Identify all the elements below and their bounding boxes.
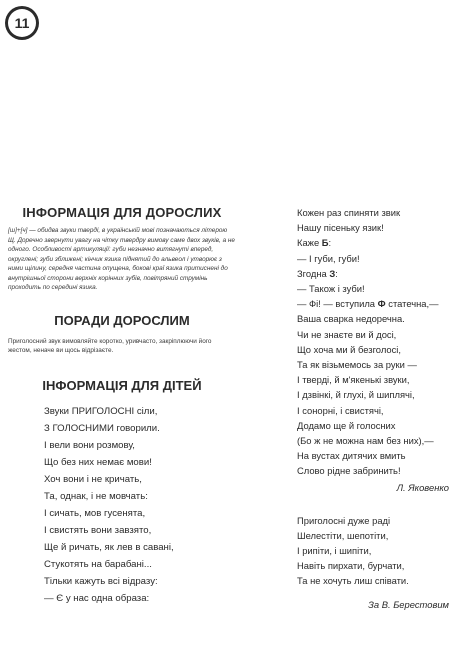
line-prefix: — Фі! — вступила (297, 298, 378, 310)
kids-poem (8, 403, 236, 607)
poem-line: З ГОЛОСНИМИ говорили. (44, 422, 160, 434)
letter-f: Ф (377, 298, 386, 310)
poem-line: Та, однак, і не мовчать: (44, 490, 148, 502)
line-suffix: : (328, 237, 332, 249)
poem-line: Шелестіти, шепотіти, (297, 529, 389, 541)
poem-author: Л. Яковенко (396, 481, 449, 493)
poem-line: І сичать, мов гусенята, (44, 507, 146, 519)
poem-line (297, 266, 449, 281)
poem-line: (Бо ж не можна нам без них),— (297, 435, 434, 447)
poem-author: За В. Берестовим (368, 598, 449, 610)
poem-line: Нашу пісеньку язик! (297, 222, 384, 234)
poem-line: І тверді, й м'якенькі звуки, (297, 374, 410, 386)
page-number-badge (5, 6, 39, 40)
poem-line: Тільки кажуть всі відразу: (44, 575, 158, 587)
poem-line: І дзвінкі, й глухі, й шиплячі, (297, 389, 415, 401)
letter-b: Б (321, 237, 329, 249)
poem-line: Чи не знаєте ви й досі, (297, 328, 397, 340)
poem-line: Звуки ПРИГОЛОСНІ сіли, (44, 405, 158, 417)
line-suffix: : (335, 267, 338, 279)
line-prefix: Згодна (297, 267, 330, 279)
poem-line (297, 296, 449, 311)
poem-line: Стукотять на барабані... (44, 558, 152, 570)
poem-line (297, 235, 449, 250)
poem-line: Ще й ричать, як лев в савані, (44, 541, 174, 553)
poem-line: — І губи, губи! (297, 252, 360, 264)
poem-line: Та як візьмемось за руки — (297, 359, 417, 371)
kids-info-heading: ІНФОРМАЦІЯ ДЛЯ ДІТЕЙ (42, 377, 202, 393)
poem-line: На вустах дитячих вмить (297, 450, 406, 462)
poem-line: — Є у нас одна образа: (44, 592, 150, 604)
poem-line: Ваша сварка недоречна. (297, 313, 405, 325)
poem-line: І свистять вони завзято, (44, 524, 152, 536)
poem-line: Навіть пирхати, бурчати, (297, 560, 405, 572)
right-column (297, 205, 449, 610)
adults-info-heading: ІНФОРМАЦІЯ ДЛЯ ДОРОСЛИХ (22, 205, 222, 220)
adults-info-text: [ш]+[ч] — обидва звуки тверді, в українській мові позначаються літерою Щ. Доречно звернути увагу на чітку твердру вимову саме двох звуків, а не одного. Особливості артикуляції: губи незначно витягнуті вперед, округлені; зуби зближені; кінчик язика піднятий до альвеол і утворює з ними щілину, середня частина опущена, бокові краї язика притиснені до внутрішньої сторони верхніх корінних зубів, повітряний струмінь проходить по середині язика. (8, 227, 235, 291)
yakovenko-poem (297, 205, 449, 493)
left-column (8, 205, 236, 607)
poem-line: І вели вони розмову, (44, 439, 135, 451)
poem-line: Що хоча ми й безголосі, (297, 343, 401, 355)
page-number: 11 (8, 9, 36, 37)
poem-line: І рипіти, і шипіти, (297, 545, 372, 557)
advice-text: Приголосний звук вимовляйте коротко, уривчасто, закріплюючи його жестом, неначе ви щось відрізаєте. (8, 337, 212, 354)
poem-line: Слово рідне забринить! (297, 465, 401, 477)
poem-line: І сонорні, і свистячі, (297, 404, 384, 416)
berestov-poem (297, 513, 449, 610)
poem-line: Хоч вони і не кричать, (44, 473, 142, 485)
poem-line: Кожен раз спиняти звик (297, 207, 401, 218)
advice-heading: ПОРАДИ ДОРОСЛИМ (54, 312, 190, 328)
line-prefix: Каже (297, 237, 322, 249)
poem-line: Та не хочуть лиш співати. (297, 575, 409, 587)
poem-line: Додамо ще й голосних (297, 419, 396, 431)
line-suffix: статечна,— (385, 298, 439, 310)
letter-z: З (329, 267, 336, 279)
poem-line: Що без них немає мови! (44, 456, 152, 468)
poem-line: — Також і зуби! (297, 283, 365, 295)
poem-line: Приголосні дуже раді (297, 514, 391, 526)
